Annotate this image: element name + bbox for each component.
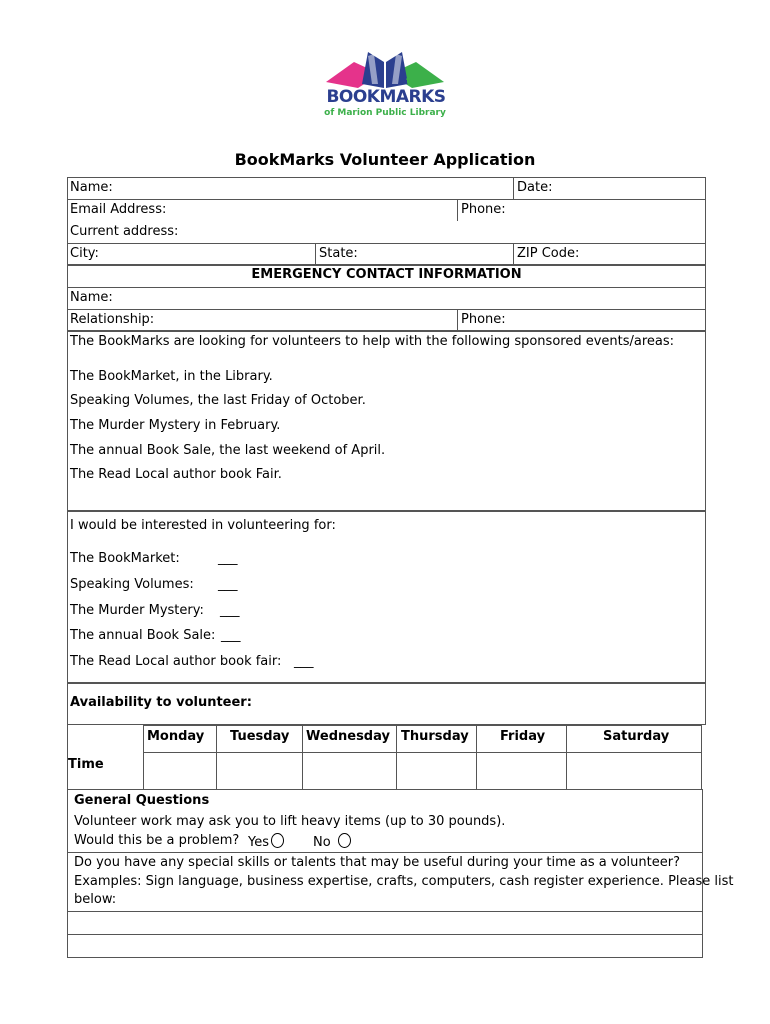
q2-below: below: (74, 892, 117, 907)
time-row-label: Time (68, 757, 104, 772)
day-tuesday: Tuesday (230, 729, 290, 744)
skills-answer-line-2[interactable] (68, 935, 702, 957)
relationship-field[interactable]: Relationship: (70, 312, 155, 327)
interest-label: Speaking Volumes: (70, 577, 194, 592)
state-field[interactable]: State: (319, 246, 358, 261)
day-thursday: Thursday (401, 729, 469, 744)
general-heading: General Questions (74, 793, 210, 808)
event-item: The BookMarket, in the Library. (70, 369, 273, 384)
no-radio-icon[interactable] (338, 833, 351, 848)
interest-intro: I would be interested in volunteering for: (70, 518, 336, 533)
interest-blank[interactable]: ___ (294, 654, 314, 669)
phone-field[interactable]: Phone: (461, 202, 506, 217)
city-field[interactable]: City: (70, 246, 99, 261)
yes-label: Yes (248, 835, 269, 850)
interest-label: The Murder Mystery: (70, 603, 204, 618)
bookmarks-logo (318, 44, 452, 130)
applicant-section (67, 177, 706, 265)
address-field[interactable]: Current address: (70, 224, 179, 239)
time-cell-friday[interactable] (477, 753, 565, 788)
logo-subtitle: of Marion Public Library (324, 108, 446, 118)
time-cell-tuesday[interactable] (217, 753, 301, 788)
interest-label: The BookMarket: (70, 551, 180, 566)
page-title: BookMarks Volunteer Application (234, 150, 536, 169)
emergency-heading: EMERGENCY CONTACT INFORMATION (251, 267, 522, 282)
interest-blank[interactable]: ___ (218, 577, 238, 592)
time-cell-wednesday[interactable] (303, 753, 395, 788)
q1-question: Would this be a problem? (74, 833, 240, 848)
logo-the: the (406, 76, 425, 87)
time-cell-monday[interactable] (144, 753, 215, 788)
interest-label: The Read Local author book fair: (70, 654, 282, 669)
yes-option[interactable] (248, 833, 284, 850)
applicant-name-field[interactable]: Name: (70, 180, 113, 195)
logo-bookmarks: BOOKMARKS (326, 87, 446, 107)
date-field[interactable]: Date: (517, 180, 553, 195)
interest-blank[interactable]: ___ (221, 628, 241, 643)
yes-radio-icon[interactable] (271, 833, 284, 848)
event-item: Speaking Volumes, the last Friday of October. (70, 393, 366, 408)
event-item: The Murder Mystery in February. (70, 418, 281, 433)
interest-blank[interactable]: ___ (218, 551, 238, 566)
q1-text: Volunteer work may ask you to lift heavy items (up to 30 pounds). (74, 814, 506, 829)
interest-blank[interactable]: ___ (220, 603, 240, 618)
day-friday: Friday (500, 729, 546, 744)
q2-examples: Examples: Sign language, business expertise, crafts, computers, cash register experience. Please list (74, 874, 734, 889)
time-cell-thursday[interactable] (397, 753, 475, 788)
event-item: The Read Local author book Fair. (70, 467, 282, 482)
event-item: The annual Book Sale, the last weekend of April. (70, 443, 386, 458)
time-cell-saturday[interactable] (567, 753, 700, 788)
no-label: No (313, 835, 331, 850)
day-wednesday: Wednesday (306, 729, 390, 744)
day-monday: Monday (147, 729, 205, 744)
skills-answer-line-1[interactable] (68, 912, 702, 933)
day-saturday: Saturday (603, 729, 670, 744)
email-field[interactable]: Email Address: (70, 202, 167, 217)
interest-label: The annual Book Sale: (70, 628, 216, 643)
emergency-name-field[interactable]: Name: (70, 290, 113, 305)
no-option[interactable] (313, 833, 351, 850)
events-intro: The BookMarks are looking for volunteers to help with the following sponsored events/areas: (70, 334, 675, 349)
q2-text: Do you have any special skills or talents that may be useful during your time as a volunteer? (74, 855, 680, 870)
zip-field[interactable]: ZIP Code: (517, 246, 580, 261)
emergency-phone-field[interactable]: Phone: (461, 312, 506, 327)
availability-heading: Availability to volunteer: (70, 695, 252, 710)
